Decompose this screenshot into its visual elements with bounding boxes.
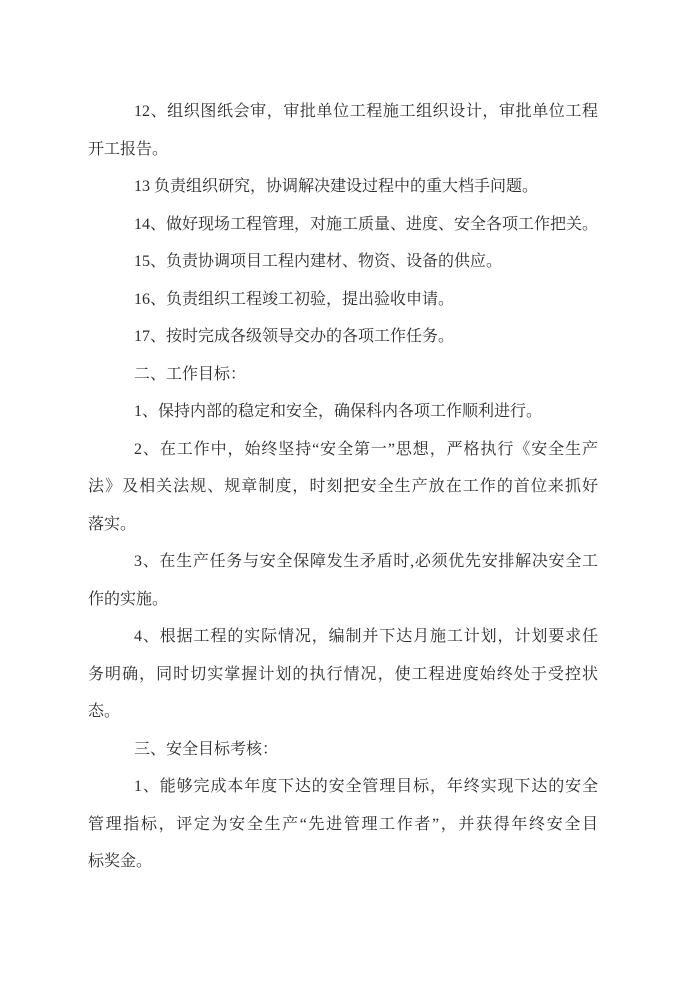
text-line: 标奖金。 <box>88 853 153 870</box>
text-line: 15、负责协调项目工程内建材、物资、设备的供应。 <box>134 253 503 270</box>
text-line: 作的实施。 <box>88 590 169 608</box>
text-line: 态。 <box>88 703 121 720</box>
text-line: 17、按时完成各级领导交办的各项工作任务。 <box>134 328 455 345</box>
document-body <box>88 93 598 881</box>
text-line: 1、能够完成本年度下达的安全管理目标，年终实现下达的安全 <box>134 778 598 795</box>
text-line: 开工报告。 <box>88 140 169 158</box>
text-line: 4、根据工程的实际情况，编制并下达月施工计划，计划要求任 <box>134 628 598 645</box>
text-line: 1、保持内部的稳定和安全，确保科内各项工作顺利进行。 <box>134 403 543 420</box>
text-line: 落实。 <box>88 515 137 533</box>
text-line: 二、工作目标： <box>134 365 247 383</box>
text-line: 务明确，同时切实掌握计划的执行情况，使工程进度始终处于受控状 <box>88 665 598 683</box>
text-line: 16、负责组织工程竣工初验，提出验收申请。 <box>134 290 455 308</box>
text-line: 3、在生产任务与安全保障发生矛盾时,必须优先安排解决安全工 <box>134 553 598 570</box>
text-line: 法》及相关法规、规章制度，时刻把安全生产放在工作的首位来抓好 <box>88 478 598 495</box>
text-line: 12、组织图纸会审，审批单位工程施工组织设计，审批单位工程 <box>134 103 598 120</box>
text-line: 2、在工作中，始终坚持“安全第一”思想，严格执行《安全生产 <box>134 440 598 458</box>
text-line: 13 负责组织研究，协调解决建设过程中的重大档手问题。 <box>134 178 539 195</box>
text-line: 管理指标，评定为安全生产“先进管理工作者”，并获得年终安全目 <box>88 815 598 833</box>
text-line: 14、做好现场工程管理，对施工质量、进度、安全各项工作把关。 <box>134 215 599 233</box>
text-line: 三、安全目标考核： <box>134 740 279 758</box>
